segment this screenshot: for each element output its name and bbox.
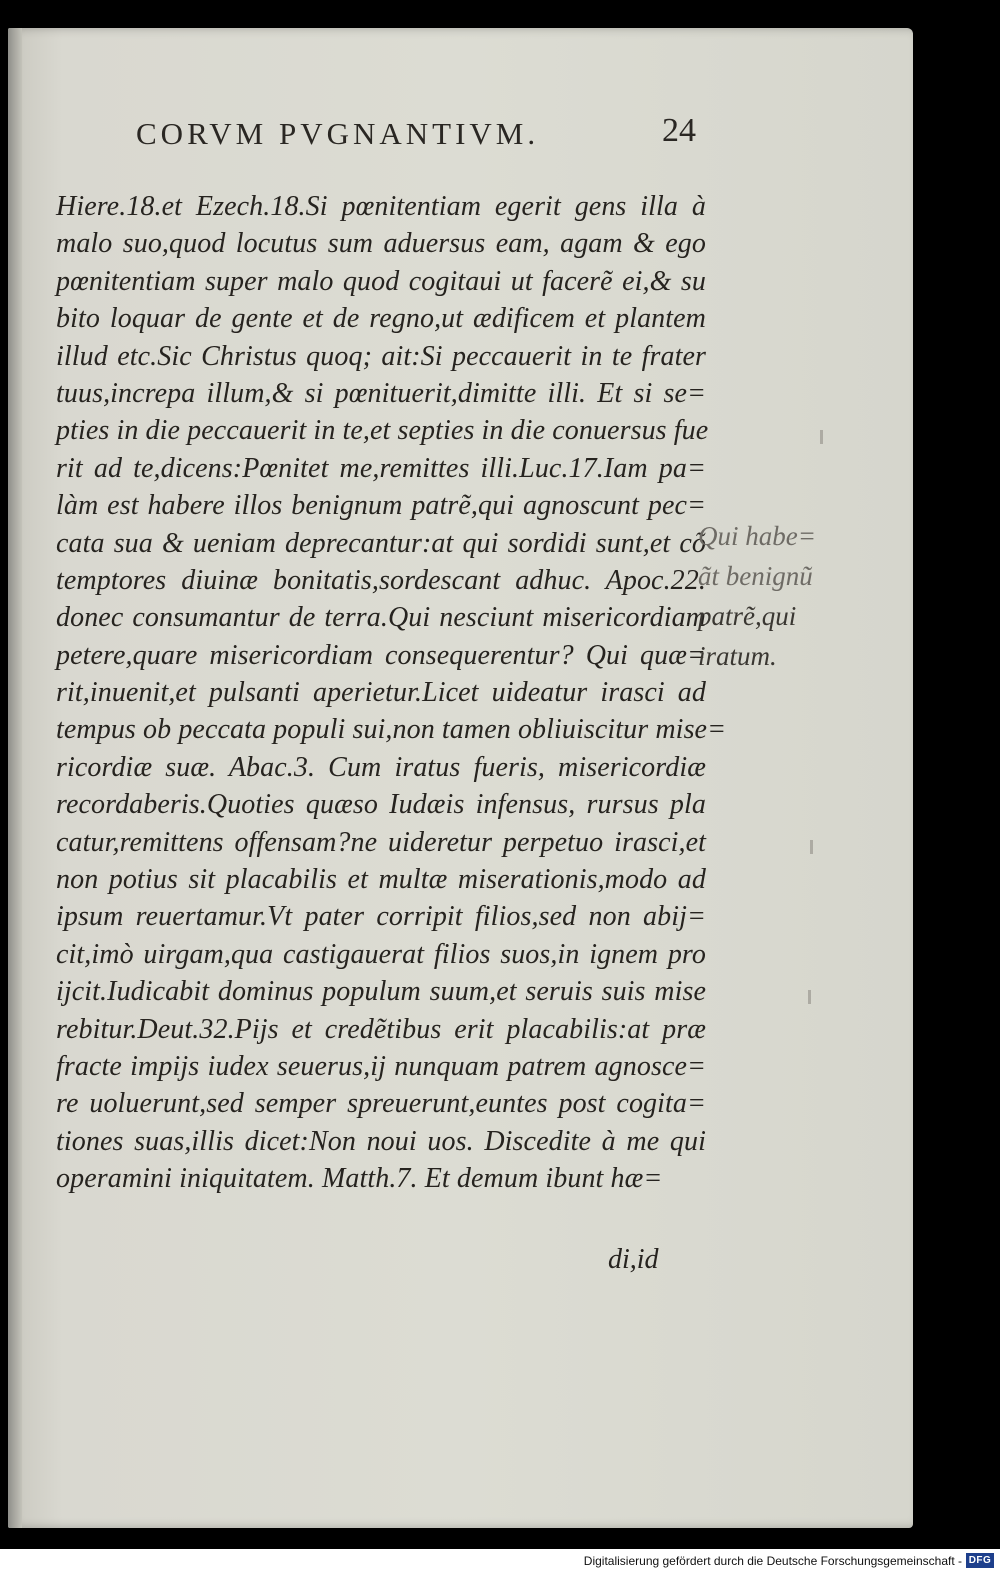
running-head: CORVM PVGNANTIVM. (136, 116, 540, 151)
text-line: fracte impijs iudex seuerus,ij nunquam patrem agnosce= (56, 1050, 706, 1082)
marginal-note (698, 516, 848, 676)
text-line: operamini iniquitatem. Matth.7. Et demum ibunt hæ= (56, 1163, 663, 1195)
text-line: temptores diuinæ bonitatis,sordescant adhuc. Apoc.22. (56, 564, 706, 596)
text-line: làm est habere illos benignum patrẽ,qui agnoscunt pec= (56, 490, 706, 522)
text-line: ipsum reuertamur.Vt pater corripit filios,sed non abij= (56, 901, 706, 933)
body-text (56, 188, 727, 1198)
marginal-note-line: ãt benignũ (698, 561, 813, 591)
text-line: bito loquar de gente et de regno,ut ædificem et plantem (56, 303, 706, 335)
text-line: malo suo,quod locutus sum aduersus eam, agam & ego (56, 228, 706, 260)
marginal-note-line: iratum. (698, 641, 777, 671)
page-header (136, 108, 696, 158)
text-line: tuus,increpa illum,& si pœnituerit,dimitte illi. Et si se= (56, 377, 706, 409)
text-line: recordaberis.Quoties quæso Iudæis infensus, rursus pla (56, 789, 706, 821)
text-line: cit,imò uirgam,qua castigauerat filios suos,in ignem pro (56, 938, 706, 970)
text-line: catur,remittens offensam?ne uideretur perpetuo irasci,et (56, 826, 706, 858)
text-line: tiones suas,illis dicet:Non noui uos. Discedite à me qui (56, 1125, 706, 1157)
text-line: tempus ob peccata populi sui,non tamen obliuiscitur mise= (56, 714, 727, 746)
text-line: illud etc.Sic Christus quoq; ait:Si peccauerit in te frater (56, 340, 706, 372)
text-line: rebitur.Deut.32.Pijs et credẽtibus erit placabilis:at præ (56, 1013, 706, 1045)
text-line: Hiere.18.et Ezech.18.Si pœnitentiam egerit gens illa à (56, 191, 706, 222)
text-line: donec consumantur de terra.Qui nesciunt misericordiam (56, 602, 706, 634)
text-line: re uoluerunt,sed semper spreuerunt,euntes post cogita= (56, 1088, 706, 1120)
text-line: cata sua & ueniam deprecantur:at qui sordidi sunt,et cõ (56, 527, 706, 559)
text-line: non potius sit placabilis et multæ miserationis,modo ad (56, 864, 706, 896)
marginal-note-line: patrẽ,qui (698, 601, 797, 631)
show-through-mark (820, 430, 823, 444)
text-line: rit,inuenit,et pulsanti aperietur.Licet uideatur irasci ad (56, 677, 706, 709)
marginal-note-line: Qui habe= (698, 521, 816, 551)
catchword: di,id (608, 1244, 659, 1275)
page-number: 24 (662, 112, 696, 149)
text-line: rit ad te,dicens:Pœnitet me,remittes illi.Luc.17.Iam pa= (56, 452, 706, 484)
dfg-logo-icon: DFG (966, 1553, 994, 1568)
page-gutter-shadow (8, 28, 22, 1528)
text-line: pœnitentiam super malo quod cogitaui ut facerẽ ei,& su (56, 265, 706, 297)
digitization-footer (0, 1549, 1000, 1577)
text-line: ricordiæ suæ. Abac.3. Cum iratus fueris, misericordiæ (56, 751, 706, 783)
show-through-mark (808, 990, 811, 1004)
show-through-mark (810, 840, 813, 854)
text-line: petere,quare misericordiam consequerentur? Qui quæ= (56, 639, 706, 671)
text-line: pties in die peccauerit in te,et septies in die conuersus fue (56, 415, 709, 447)
funding-credit: Digitalisierung gefördert durch die Deutsche Forschungsgemeinschaft - (583, 1554, 962, 1568)
text-line: ijcit.Iudicabit dominus populum suum,et seruis suis mise (56, 976, 706, 1008)
book-page (8, 28, 913, 1528)
